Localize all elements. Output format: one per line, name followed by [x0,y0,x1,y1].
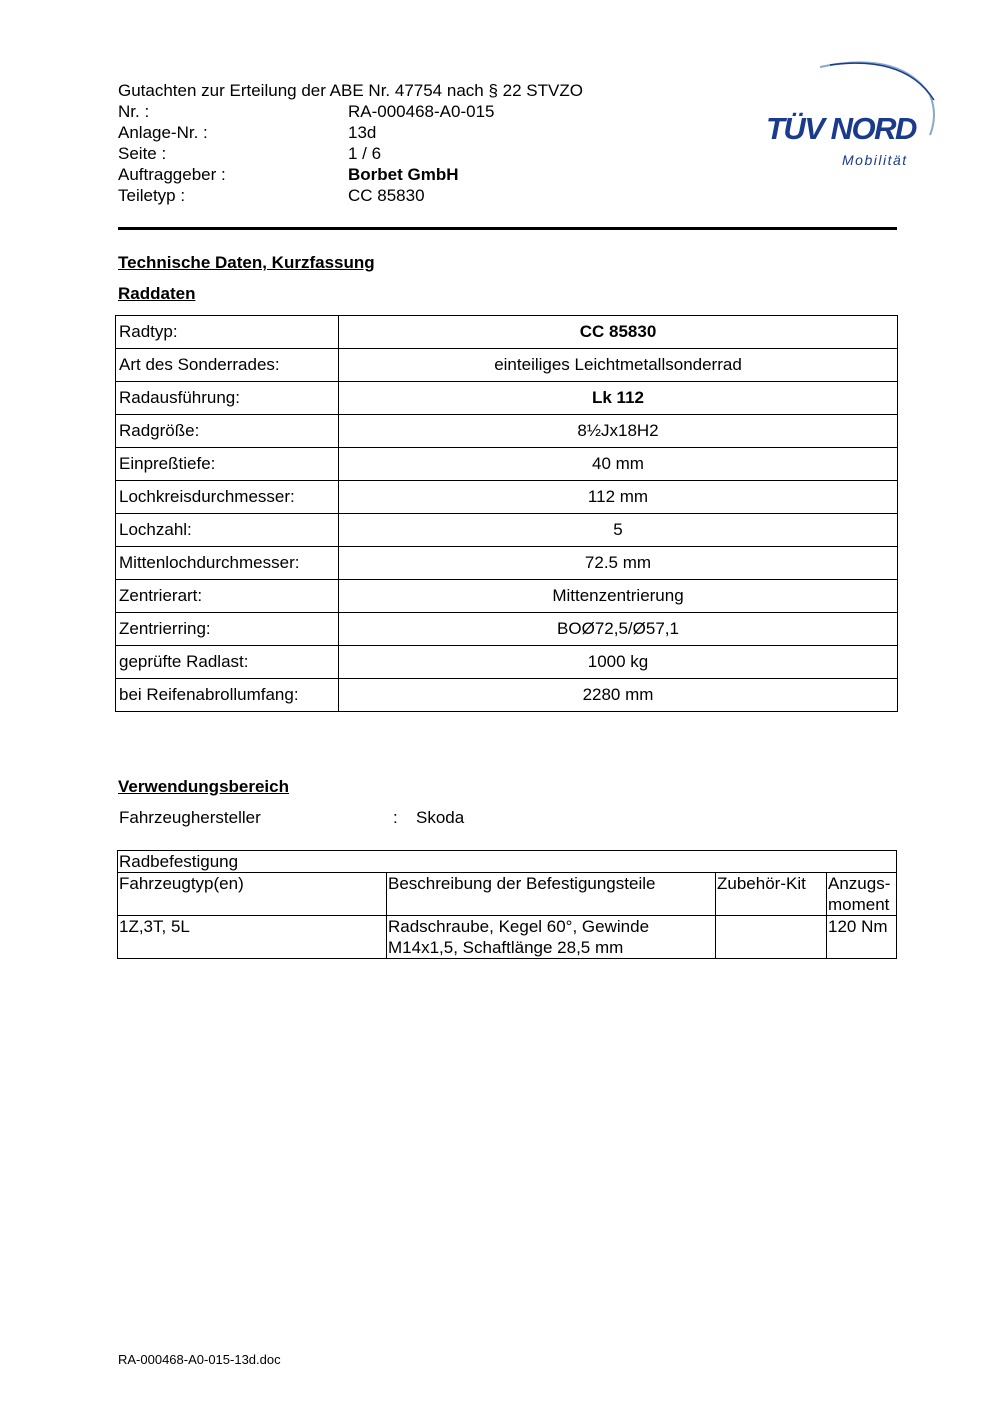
table-row [116,613,898,646]
value-cell: 1000 kg [339,646,898,679]
tuev-nord-logo [760,55,945,175]
table-row [116,514,898,547]
raddaten-title: Raddaten [118,284,196,303]
logo-brand: TÜV NORD [766,111,916,146]
header-label: Teiletyp : [118,186,186,205]
hersteller-label: Fahrzeughersteller [119,808,261,827]
radbefestigung-table [117,850,897,959]
table-row [116,349,898,382]
table-caption-row [118,851,897,873]
key-cell: Radausführung: [116,382,339,415]
footer-filename: RA-000468-A0-015-13d.doc [118,1352,281,1367]
header-value: 1 / 6 [348,144,382,163]
key-cell: Mittenlochdurchmesser: [116,547,339,580]
key-cell: Art des Sonderrades: [116,349,339,382]
table-row [116,580,898,613]
value-cell: 40 mm [339,448,898,481]
value-cell: einteiliges Leichtmetallsonderrad [339,349,898,382]
table-row [116,415,898,448]
table-row [116,316,898,349]
table-row [116,679,898,712]
key-cell: Einpreßtiefe: [116,448,339,481]
beschreibung-line: M14x1,5, Schaftlänge 28,5 mm [388,938,624,957]
table-header-row [118,873,897,916]
header-value: 13d [348,123,377,142]
header-line: moment [828,895,890,914]
cell-moment: 120 Nm [827,916,897,959]
table-row [116,481,898,514]
cell-typ: 1Z,3T, 5L [118,916,387,959]
key-cell: bei Reifenabrollumfang: [116,679,339,712]
key-cell: geprüfte Radlast: [116,646,339,679]
hersteller-value: Skoda [416,808,465,827]
value-cell: 8½Jx18H2 [339,415,898,448]
header-line: Anzugs- [828,874,891,893]
table-row [116,547,898,580]
hersteller-colon: : [393,808,398,827]
raddaten-table [115,315,898,712]
key-cell: Radtyp: [116,316,339,349]
verwendung-title: Verwendungsbereich [118,777,289,796]
beschreibung-line: Radschraube, Kegel 60°, Gewinde [388,917,650,936]
cell-beschreibung [387,916,716,959]
table-row [116,382,898,415]
logo-arc-icon [760,55,945,175]
header-cell: Fahrzeugtyp(en) [118,873,387,916]
logo-sub: Mobilität [842,152,908,168]
header-value: CC 85830 [348,186,425,205]
key-cell: Lochkreisdurchmesser: [116,481,339,514]
key-cell: Radgröße: [116,415,339,448]
report-title: Gutachten zur Erteilung der ABE Nr. 47754 nach § 22 STVZO [118,81,583,100]
header-divider [118,227,897,230]
table-row [116,448,898,481]
value-cell: CC 85830 [339,316,898,349]
section-title: Technische Daten, Kurzfassung [118,253,375,272]
header-label: Nr. : [118,102,150,121]
table-row [116,646,898,679]
header-cell: Zubehör-Kit [716,873,827,916]
cell-kit [716,916,827,959]
value-cell: Lk 112 [339,382,898,415]
header-cell: Beschreibung der Befestigungsteile [387,873,716,916]
header-cell-anzugsmoment [827,873,897,916]
key-cell: Zentrierart: [116,580,339,613]
value-cell: 112 mm [339,481,898,514]
value-cell: Mittenzentrierung [339,580,898,613]
header-value: Borbet GmbH [348,165,459,184]
value-cell: 72.5 mm [339,547,898,580]
table-row [118,916,897,959]
key-cell: Zentrierring: [116,613,339,646]
value-cell: 2280 mm [339,679,898,712]
table-caption: Radbefestigung [118,851,897,873]
value-cell: 5 [339,514,898,547]
header-label: Seite : [118,144,167,163]
key-cell: Lochzahl: [116,514,339,547]
header-value: RA-000468-A0-015 [348,102,495,121]
value-cell: BOØ72,5/Ø57,1 [339,613,898,646]
hersteller-row [119,807,619,829]
header-label: Anlage-Nr. : [118,123,208,142]
header-label: Auftraggeber : [118,165,226,184]
